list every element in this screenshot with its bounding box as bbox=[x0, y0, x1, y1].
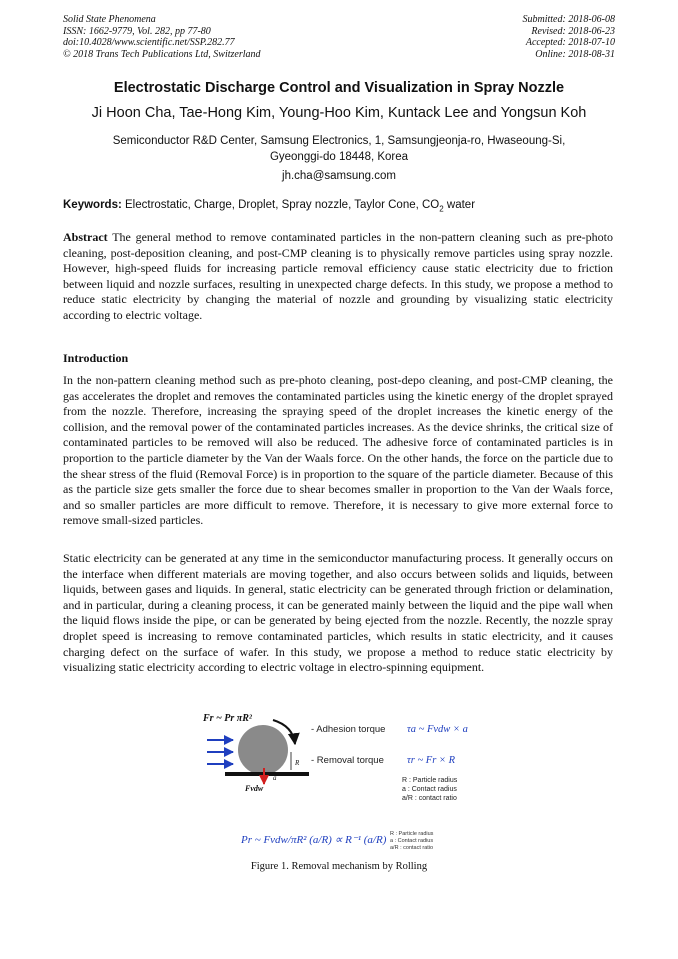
keywords-text: Electrostatic, Charge, Droplet, Spray nozzle, Taylor Cone, CO bbox=[125, 199, 440, 211]
removal-mechanism-figure bbox=[195, 708, 485, 860]
adhesion-torque-equation: τa ~ Fvdw × a bbox=[407, 724, 468, 735]
legend-contact-ratio: a/R : contact ratio bbox=[402, 795, 457, 802]
keywords-subscript: 2 bbox=[439, 204, 444, 214]
submitted-date: Submitted: 2018-06-08 bbox=[522, 14, 615, 25]
doi-line: doi:10.4028/www.scientific.net/SSP.282.77 bbox=[63, 37, 235, 48]
legend2-contact-radius: a : Contact radius bbox=[390, 838, 434, 844]
legend2-contact-ratio: a/R : contact ratio bbox=[390, 845, 434, 851]
author-list: Ji Hoon Cha, Tae-Hong Kim, Young-Hoo Kim, Kuntack Lee and Yongsun Koh bbox=[91, 105, 587, 121]
introduction-paragraph-2: Static electricity can be generated at any time in the semiconductor manufacturing process. It generally occurs on the interface when different materials are moving together, and also occurs between solids and liquids, between liquids, between gases and liquids. In general, static electricity can be generated through friction or delamination, and in particular, during a cleaning process, it can be generated mainly between the liquid and the pipe wall when the liquid flows inside the pipe, or can be generated by being ejected from the nozzle. Recently, the nozzle spray droplet speed is increasing to remove contaminated particles, which results in static electricity, and it causes charging defect on the surface of wafer. In this study, we propose a method to reduce static electricity by visualizing static electricity according to electric voltage in electro-spinning equipment. bbox=[63, 551, 613, 675]
abstract-label: Abstract bbox=[63, 230, 108, 244]
journal-header-right bbox=[523, 14, 616, 60]
keywords-label: Keywords: bbox=[63, 199, 122, 211]
journal-name: Solid State Phenomena bbox=[63, 14, 156, 25]
paper-title: Electrostatic Discharge Control and Visualization in Spray Nozzle bbox=[113, 80, 565, 96]
fvdw-label: Fvdw bbox=[245, 784, 264, 793]
online-date: Online: 2018-08-31 bbox=[535, 48, 615, 60]
adhesion-torque-label: - Adhesion torque bbox=[311, 724, 386, 735]
radius-mark: R bbox=[295, 759, 300, 767]
pressure-equation: Pr ~ Fvdw/πR² (a/R) ∝ R⁻¹ (a/R) bbox=[241, 834, 387, 846]
abstract-text: The general method to remove contaminated particles in the non-pattern cleaning such as pre-photo cleaning, post-deposition cleaning, and post-CMP cleaning is to physically remove particles using spray nozzle. However, high-speed fluids for increasing particle removal efficiency cause static electricity due to friction between liquid and nozzle surfaces, resulting in unexpected charge defects. In this study, we propose a method to reduce static electricity by changing the material of nozzle and grounding by visualizing static electricity according to electric voltage. bbox=[63, 230, 613, 322]
keywords-line bbox=[63, 199, 623, 213]
removal-torque-label: - Removal torque bbox=[311, 755, 384, 766]
keywords-tail: water bbox=[443, 199, 476, 211]
introduction-paragraph-1: In the non-pattern cleaning method such as pre-photo cleaning, post-depo cleaning, and post-CMP cleaning, the gas accelerates the droplet and removes the contaminated particles using the kinetic energy of the droplet sprayed from the nozzle. Therefore, increasing the spraying speed of the droplet increases the kinetic energy of the collision, and the removal power of the contaminated particles increases. As the device shrinks, the critical size of contaminated particles to be removed will also be reduced. The adhesive force of contaminated particles is in proportion to the particle diameter by the Van der Waals force. On the other hands, the force on the particle due to the shear stress of the fluid (Removal Force) is in proportion to the square of the particle diameter. Because of this as the particle size gets smaller the force due to shear becomes smaller in proportion to the Van der Waals force, and so smaller particles are more difficult to remove. Therefore, it is necessary to give more external force to remove small-sized particles. bbox=[63, 373, 613, 528]
contact-email[interactable]: jh.cha@samsung.com bbox=[282, 170, 396, 182]
contact-mark: a bbox=[273, 774, 277, 782]
removal-torque-equation: τr ~ Fr × R bbox=[407, 755, 456, 766]
accepted-date: Accepted: 2018-07-10 bbox=[525, 37, 615, 48]
substrate-surface bbox=[225, 772, 309, 776]
abstract-paragraph bbox=[63, 230, 613, 324]
affiliation-line-1: Semiconductor R&D Center, Samsung Electronics, 1, Samsungjeonja-ro, Hwaseoung-Si, bbox=[112, 135, 566, 147]
introduction-heading: Introduction bbox=[63, 351, 129, 365]
affiliation-line-2: Gyeonggi-do 18448, Korea bbox=[269, 151, 409, 163]
figure-caption: Figure 1. Removal mechanism by Rolling bbox=[250, 861, 428, 872]
pr-force-label: Fr ~ Pr πR² bbox=[203, 713, 252, 724]
legend2-particle-radius: R : Particle radius bbox=[390, 831, 434, 837]
legend-contact-radius: a : Contact radius bbox=[402, 786, 457, 793]
affiliation bbox=[70, 133, 608, 165]
legend-particle-radius: R : Particle radius bbox=[402, 777, 458, 784]
revised-date: Revised: 2018-06-23 bbox=[531, 25, 615, 37]
issn-line: ISSN: 1662-9779, Vol. 282, pp 77-80 bbox=[63, 25, 211, 37]
copyright-line: © 2018 Trans Tech Publications Ltd, Switzerland bbox=[63, 48, 261, 60]
particle-sphere bbox=[238, 725, 288, 775]
journal-header-left bbox=[63, 14, 261, 60]
